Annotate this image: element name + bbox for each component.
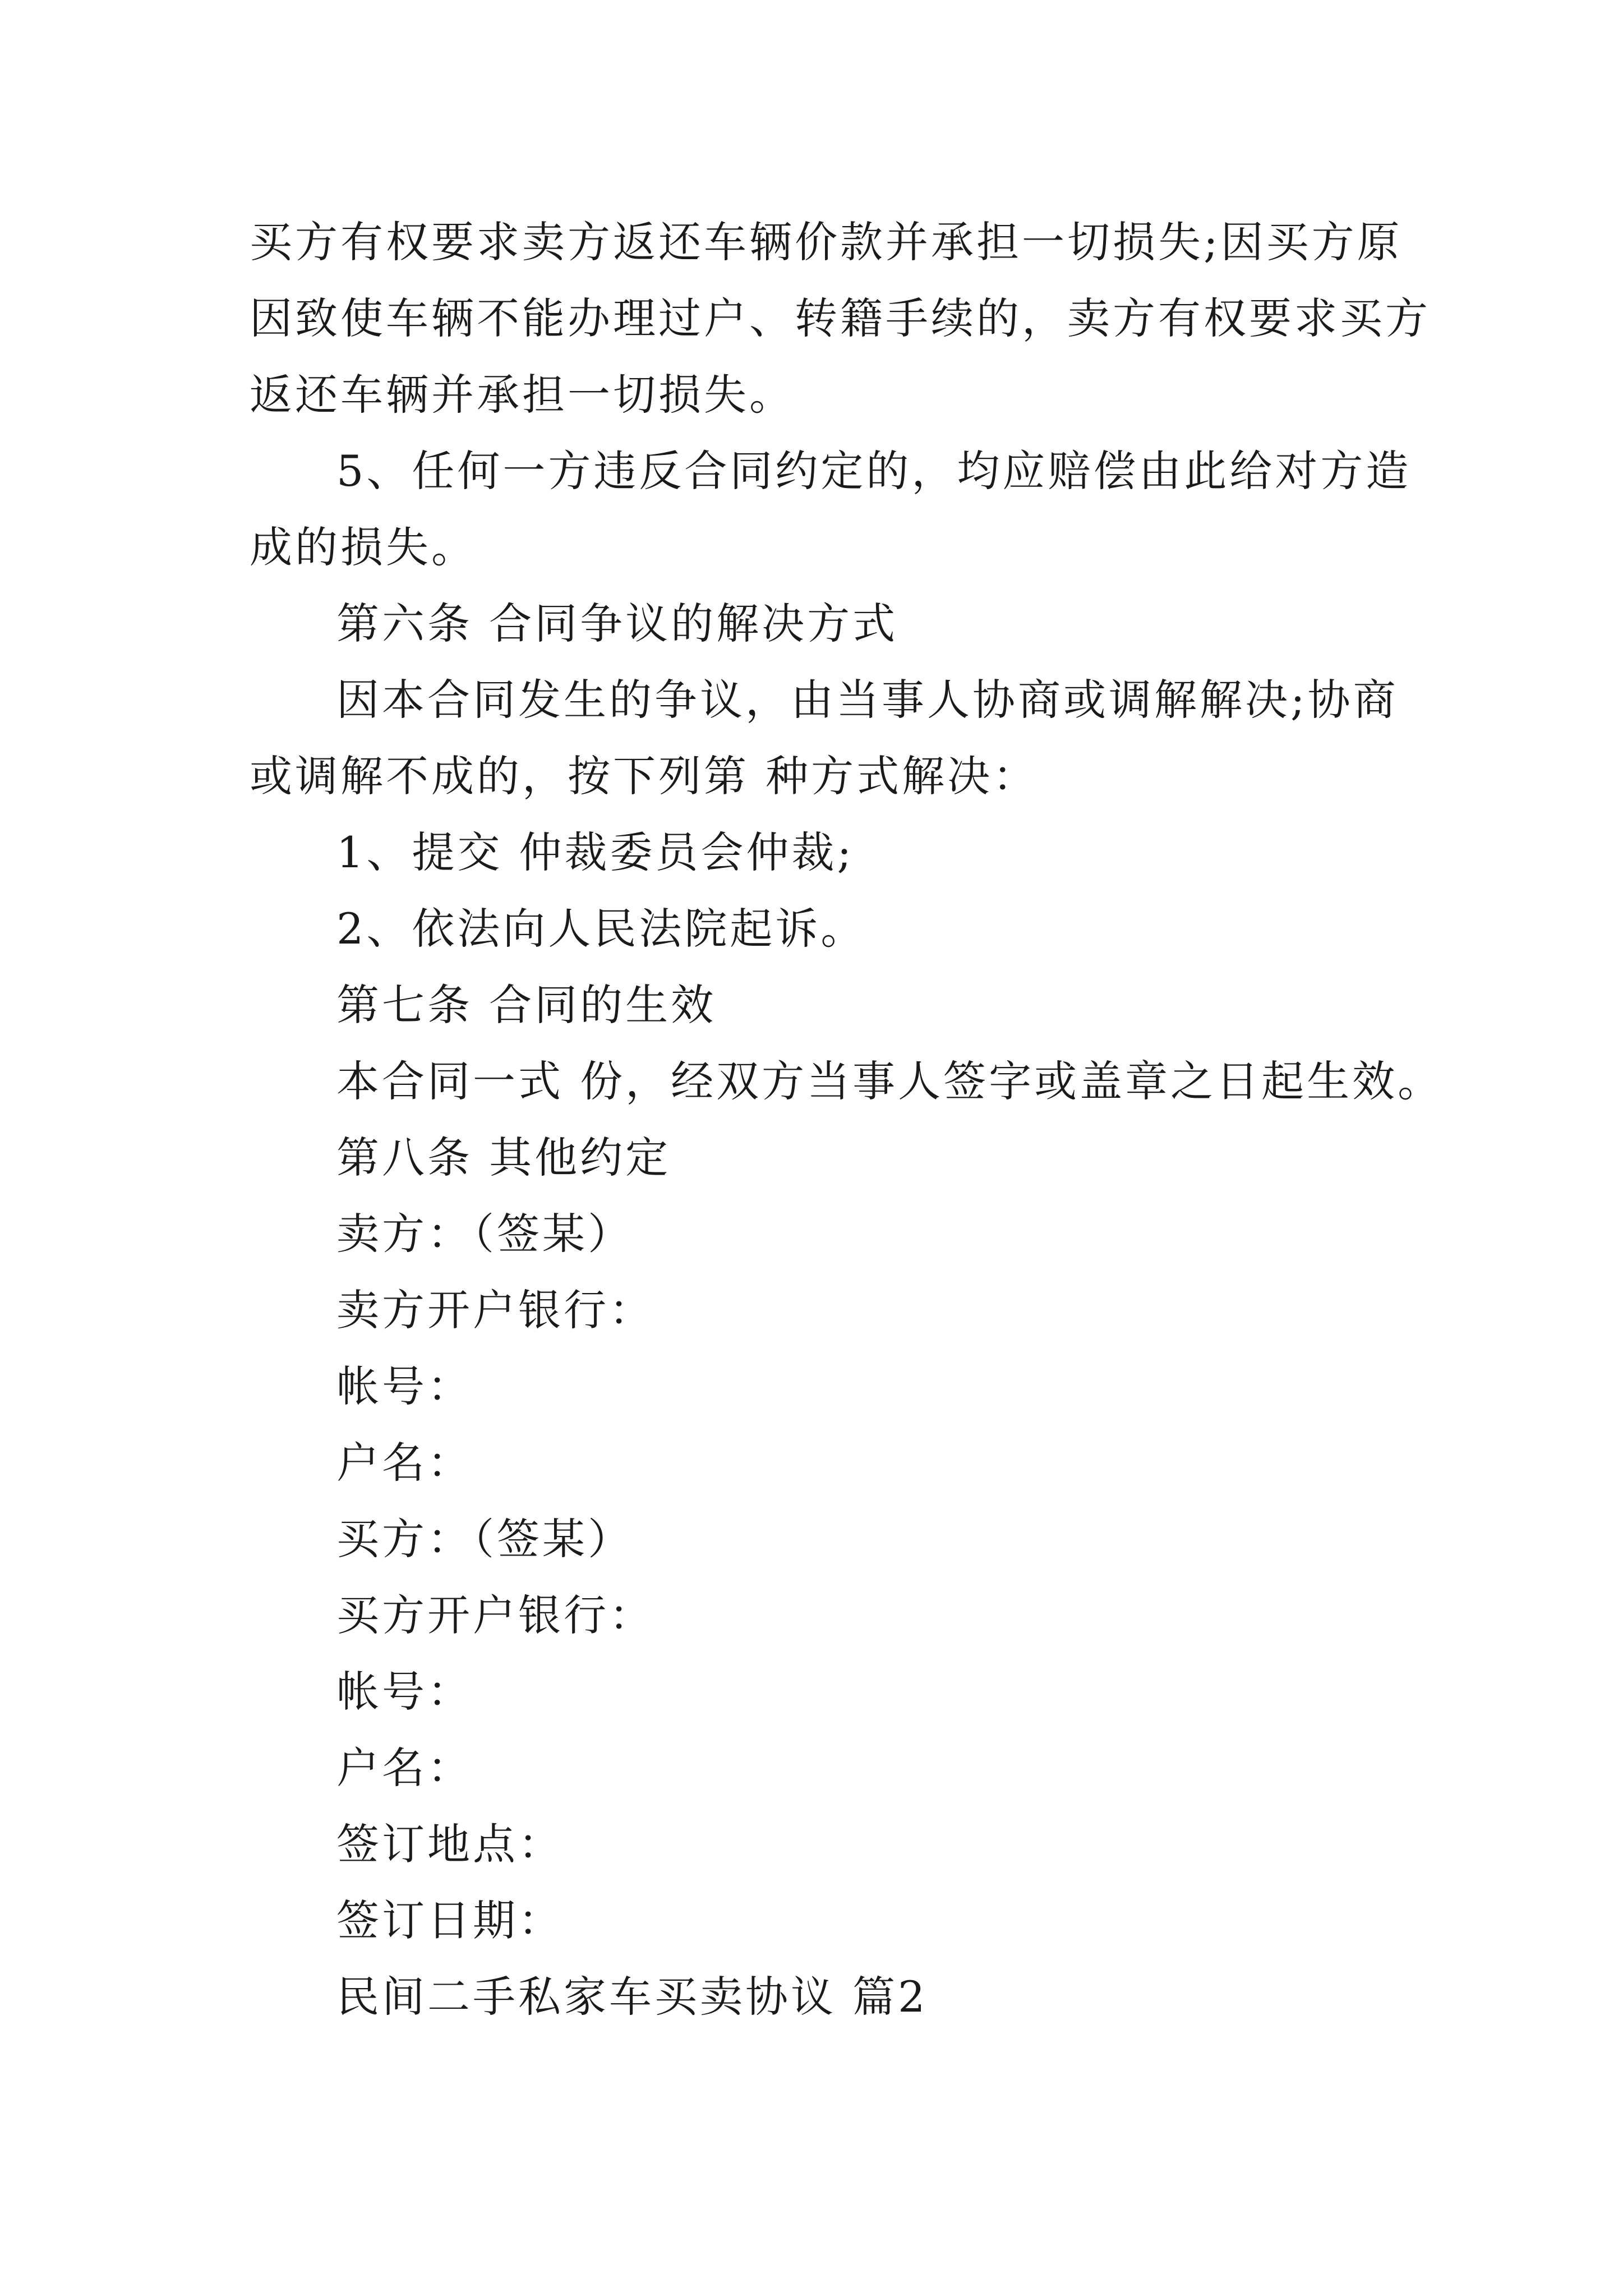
buyer-signature: 买方：（签某） — [336, 1514, 633, 1564]
section-title-part-2: 民间二手私家车买卖协议 篇2 — [336, 1972, 928, 2022]
signing-date: 签订日期： — [336, 1895, 564, 1945]
seller-account: 帐号： — [336, 1361, 473, 1411]
seller-signature: 卖方：（签某） — [336, 1209, 633, 1259]
buyer-account: 帐号： — [336, 1667, 473, 1717]
paragraph-line-1: 买方有权要求卖方返还车辆价款并承担一切损失;因买方原 — [250, 217, 1403, 267]
article-6-option-1: 1、提交 仲裁委员会仲裁; — [336, 827, 855, 877]
signing-place: 签订地点： — [336, 1819, 564, 1869]
article-6-option-2: 2、依法向人民法院起诉。 — [336, 904, 866, 954]
buyer-bank: 买方开户银行： — [336, 1590, 654, 1640]
article-7-heading: 第七条 合同的生效 — [336, 980, 717, 1030]
seller-account-name: 户名： — [336, 1438, 473, 1488]
paragraph-line-2: 因致使车辆不能办理过户、转籍手续的，卖方有权要求买方 — [250, 293, 1431, 343]
clause-5-line-1: 5、任何一方违反合同约定的，均应赔偿由此给对方造 — [336, 446, 1412, 496]
article-6-text-line-2: 或调解不成的，按下列第 种方式解决： — [250, 751, 1039, 801]
clause-5-line-2: 成的损失。 — [250, 522, 477, 572]
article-6-heading: 第六条 合同争议的解决方式 — [336, 599, 898, 648]
article-7-text: 本合同一式 份，经双方当事人签字或盖章之日起生效。 — [336, 1056, 1444, 1106]
buyer-account-name: 户名： — [336, 1743, 473, 1793]
article-8-heading: 第八条 其他约定 — [336, 1133, 671, 1182]
article-6-text-line-1: 因本合同发生的争议，由当事人协商或调解解决;协商 — [336, 675, 1399, 725]
paragraph-line-3: 返还车辆并承担一切损失。 — [250, 370, 795, 420]
seller-bank: 卖方开户银行： — [336, 1285, 654, 1335]
